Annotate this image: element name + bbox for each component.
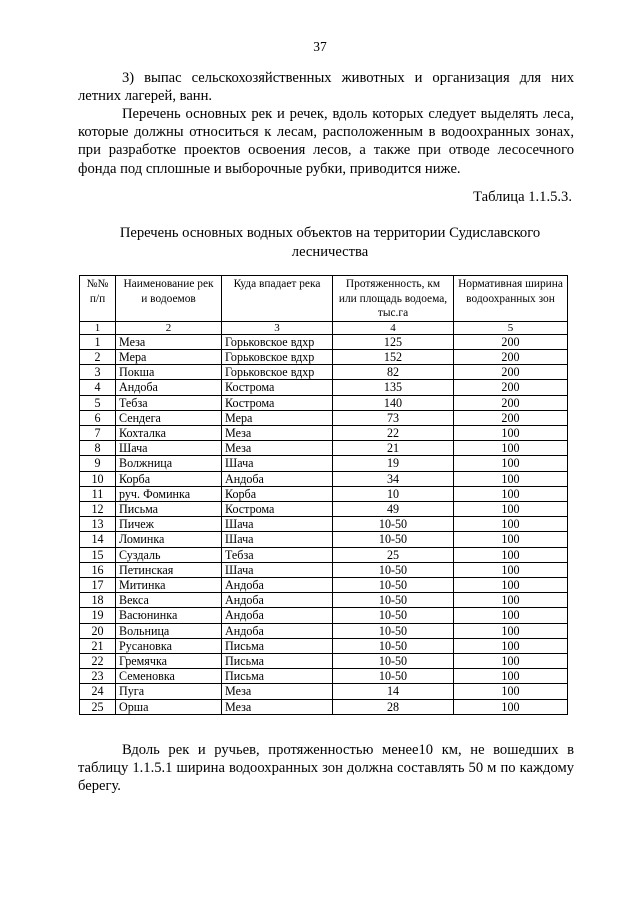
cell-outflow: Андоба xyxy=(222,471,333,486)
cell-zone-width: 200 xyxy=(454,365,568,380)
cell-length: 140 xyxy=(333,395,454,410)
cell-outflow: Кострома xyxy=(222,502,333,517)
table-row xyxy=(80,532,568,547)
cell-zone-width: 100 xyxy=(454,623,568,638)
column-number: 4 xyxy=(333,321,454,334)
cell-number: 23 xyxy=(80,669,116,684)
cell-number: 4 xyxy=(80,380,116,395)
cell-name: Митинка xyxy=(116,578,222,593)
cell-zone-width: 100 xyxy=(454,532,568,547)
cell-outflow: Письма xyxy=(222,638,333,653)
table-row xyxy=(80,365,568,380)
cell-outflow: Корба xyxy=(222,486,333,501)
cell-length: 10-50 xyxy=(333,623,454,638)
column-number: 2 xyxy=(116,321,222,334)
column-number: 5 xyxy=(454,321,568,334)
cell-number: 19 xyxy=(80,608,116,623)
cell-outflow: Андоба xyxy=(222,578,333,593)
cell-name: Шача xyxy=(116,441,222,456)
cell-name: Корба xyxy=(116,471,222,486)
paragraph-footer: Вдоль рек и ручьев, протяженностью менее10 км, не вошедших в таблицу 1.1.5.1 ширина водоохранных зон должна составлять 50 м по каждому берегу. xyxy=(78,742,574,795)
cell-outflow: Андоба xyxy=(222,593,333,608)
cell-name: Семеновка xyxy=(116,669,222,684)
cell-length: 49 xyxy=(333,502,454,517)
cell-zone-width: 100 xyxy=(454,441,568,456)
cell-number: 11 xyxy=(80,486,116,501)
cell-zone-width: 100 xyxy=(454,578,568,593)
table-row xyxy=(80,593,568,608)
cell-name: Покша xyxy=(116,365,222,380)
table-row xyxy=(80,334,568,349)
cell-length: 135 xyxy=(333,380,454,395)
cell-name: Русановка xyxy=(116,638,222,653)
cell-length: 10-50 xyxy=(333,593,454,608)
cell-number: 6 xyxy=(80,410,116,425)
cell-zone-width: 100 xyxy=(454,562,568,577)
cell-length: 22 xyxy=(333,426,454,441)
cell-outflow: Письма xyxy=(222,654,333,669)
cell-zone-width: 100 xyxy=(454,547,568,562)
cell-length: 10-50 xyxy=(333,562,454,577)
cell-name: Вольница xyxy=(116,623,222,638)
cell-number: 25 xyxy=(80,699,116,714)
table-column-numbers-row xyxy=(80,321,568,334)
cell-number: 5 xyxy=(80,395,116,410)
cell-length: 10-50 xyxy=(333,608,454,623)
table-body xyxy=(80,334,568,714)
cell-outflow: Меза xyxy=(222,426,333,441)
cell-name: Пуга xyxy=(116,684,222,699)
cell-zone-width: 200 xyxy=(454,410,568,425)
cell-name: Сендега xyxy=(116,410,222,425)
cell-name: Орша xyxy=(116,699,222,714)
cell-number: 22 xyxy=(80,654,116,669)
header-cell-name: Наименование рек и водоемов xyxy=(116,276,222,322)
cell-length: 10-50 xyxy=(333,578,454,593)
column-number: 1 xyxy=(80,321,116,334)
cell-number: 10 xyxy=(80,471,116,486)
cell-number: 2 xyxy=(80,349,116,364)
column-number: 3 xyxy=(222,321,333,334)
cell-number: 8 xyxy=(80,441,116,456)
cell-name: Меза xyxy=(116,334,222,349)
cell-number: 16 xyxy=(80,562,116,577)
cell-number: 13 xyxy=(80,517,116,532)
table-row xyxy=(80,486,568,501)
table-row xyxy=(80,426,568,441)
water-objects-table xyxy=(79,275,568,715)
header-cell-length: Протяженность, км или площадь водоема, тыс.га xyxy=(333,276,454,322)
cell-zone-width: 100 xyxy=(454,486,568,501)
page-number: 37 xyxy=(313,39,327,54)
cell-zone-width: 100 xyxy=(454,669,568,684)
cell-length: 25 xyxy=(333,547,454,562)
cell-number: 7 xyxy=(80,426,116,441)
table-header-row xyxy=(80,276,568,322)
cell-zone-width: 100 xyxy=(454,517,568,532)
cell-zone-width: 100 xyxy=(454,456,568,471)
cell-name: Волжница xyxy=(116,456,222,471)
table-row xyxy=(80,562,568,577)
cell-zone-width: 200 xyxy=(454,349,568,364)
cell-outflow: Шача xyxy=(222,562,333,577)
cell-outflow: Горьковское вдхр xyxy=(222,334,333,349)
table-row xyxy=(80,410,568,425)
cell-length: 21 xyxy=(333,441,454,456)
cell-number: 18 xyxy=(80,593,116,608)
cell-zone-width: 100 xyxy=(454,502,568,517)
cell-number: 24 xyxy=(80,684,116,699)
cell-length: 19 xyxy=(333,456,454,471)
cell-zone-width: 200 xyxy=(454,395,568,410)
table-row xyxy=(80,349,568,364)
cell-zone-width: 100 xyxy=(454,654,568,669)
cell-length: 14 xyxy=(333,684,454,699)
cell-name: Тебза xyxy=(116,395,222,410)
cell-zone-width: 200 xyxy=(454,380,568,395)
table-caption: Перечень основных водных объектов на территории Судиславского лесничества xyxy=(119,225,541,260)
cell-outflow: Горьковское вдхр xyxy=(222,365,333,380)
cell-length: 28 xyxy=(333,699,454,714)
cell-outflow: Андоба xyxy=(222,608,333,623)
cell-name: Васюнинка xyxy=(116,608,222,623)
cell-outflow: Шача xyxy=(222,456,333,471)
cell-zone-width: 100 xyxy=(454,471,568,486)
cell-number: 12 xyxy=(80,502,116,517)
table-row xyxy=(80,456,568,471)
cell-outflow: Меза xyxy=(222,684,333,699)
cell-number: 3 xyxy=(80,365,116,380)
cell-name: Петинская xyxy=(116,562,222,577)
table-row xyxy=(80,654,568,669)
cell-outflow: Кострома xyxy=(222,380,333,395)
cell-length: 10 xyxy=(333,486,454,501)
cell-length: 10-50 xyxy=(333,517,454,532)
cell-zone-width: 100 xyxy=(454,608,568,623)
cell-name: Векса xyxy=(116,593,222,608)
table-row xyxy=(80,502,568,517)
cell-zone-width: 100 xyxy=(454,426,568,441)
table-row xyxy=(80,578,568,593)
cell-name: Гремячка xyxy=(116,654,222,669)
cell-length: 73 xyxy=(333,410,454,425)
table-row xyxy=(80,517,568,532)
table-row xyxy=(80,547,568,562)
cell-number: 17 xyxy=(80,578,116,593)
cell-length: 10-50 xyxy=(333,532,454,547)
table-row xyxy=(80,441,568,456)
cell-length: 10-50 xyxy=(333,638,454,653)
paragraph-intro: Перечень основных рек и речек, вдоль которых следует выделять леса, которые должны относиться к лесам, расположенным в водоохранных зонах, при разработке проектов освоения лесов, а также при отводе лесосечного фонда под сплошные и выборочные рубки, приводится ниже. xyxy=(78,106,574,177)
paragraph-item-3: 3) выпас сельскохозяйственных животных и организация для них летних лагерей, ванн. xyxy=(78,70,574,105)
cell-outflow: Мера xyxy=(222,410,333,425)
cell-zone-width: 200 xyxy=(454,334,568,349)
cell-number: 1 xyxy=(80,334,116,349)
cell-name: Письма xyxy=(116,502,222,517)
cell-name: Суздаль xyxy=(116,547,222,562)
cell-length: 10-50 xyxy=(333,669,454,684)
table-row xyxy=(80,684,568,699)
cell-outflow: Меза xyxy=(222,699,333,714)
cell-zone-width: 100 xyxy=(454,684,568,699)
table-row xyxy=(80,623,568,638)
cell-outflow: Шача xyxy=(222,532,333,547)
cell-outflow: Письма xyxy=(222,669,333,684)
cell-name: руч. Фоминка xyxy=(116,486,222,501)
cell-name: Мера xyxy=(116,349,222,364)
table-row xyxy=(80,380,568,395)
table-row xyxy=(80,608,568,623)
cell-name: Ломинка xyxy=(116,532,222,547)
table-row xyxy=(80,669,568,684)
table-row xyxy=(80,699,568,714)
cell-outflow: Шача xyxy=(222,517,333,532)
table-row xyxy=(80,471,568,486)
cell-name: Андоба xyxy=(116,380,222,395)
cell-outflow: Меза xyxy=(222,441,333,456)
header-cell-zone-width: Нормативная ширина водоохранных зон xyxy=(454,276,568,322)
cell-number: 20 xyxy=(80,623,116,638)
cell-length: 82 xyxy=(333,365,454,380)
table-row xyxy=(80,638,568,653)
cell-outflow: Горьковское вдхр xyxy=(222,349,333,364)
header-cell-outflow: Куда впадает река xyxy=(222,276,333,322)
cell-outflow: Тебза xyxy=(222,547,333,562)
cell-name: Кохталка xyxy=(116,426,222,441)
cell-zone-width: 100 xyxy=(454,593,568,608)
cell-length: 152 xyxy=(333,349,454,364)
cell-number: 21 xyxy=(80,638,116,653)
cell-number: 15 xyxy=(80,547,116,562)
cell-number: 9 xyxy=(80,456,116,471)
cell-length: 10-50 xyxy=(333,654,454,669)
table-row xyxy=(80,395,568,410)
cell-outflow: Кострома xyxy=(222,395,333,410)
cell-name: Пичеж xyxy=(116,517,222,532)
cell-zone-width: 100 xyxy=(454,638,568,653)
cell-length: 125 xyxy=(333,334,454,349)
cell-outflow: Андоба xyxy=(222,623,333,638)
cell-zone-width: 100 xyxy=(454,699,568,714)
header-cell-number: №№ п/п xyxy=(80,276,116,322)
cell-number: 14 xyxy=(80,532,116,547)
cell-length: 34 xyxy=(333,471,454,486)
table-label: Таблица 1.1.5.3. xyxy=(473,189,572,205)
